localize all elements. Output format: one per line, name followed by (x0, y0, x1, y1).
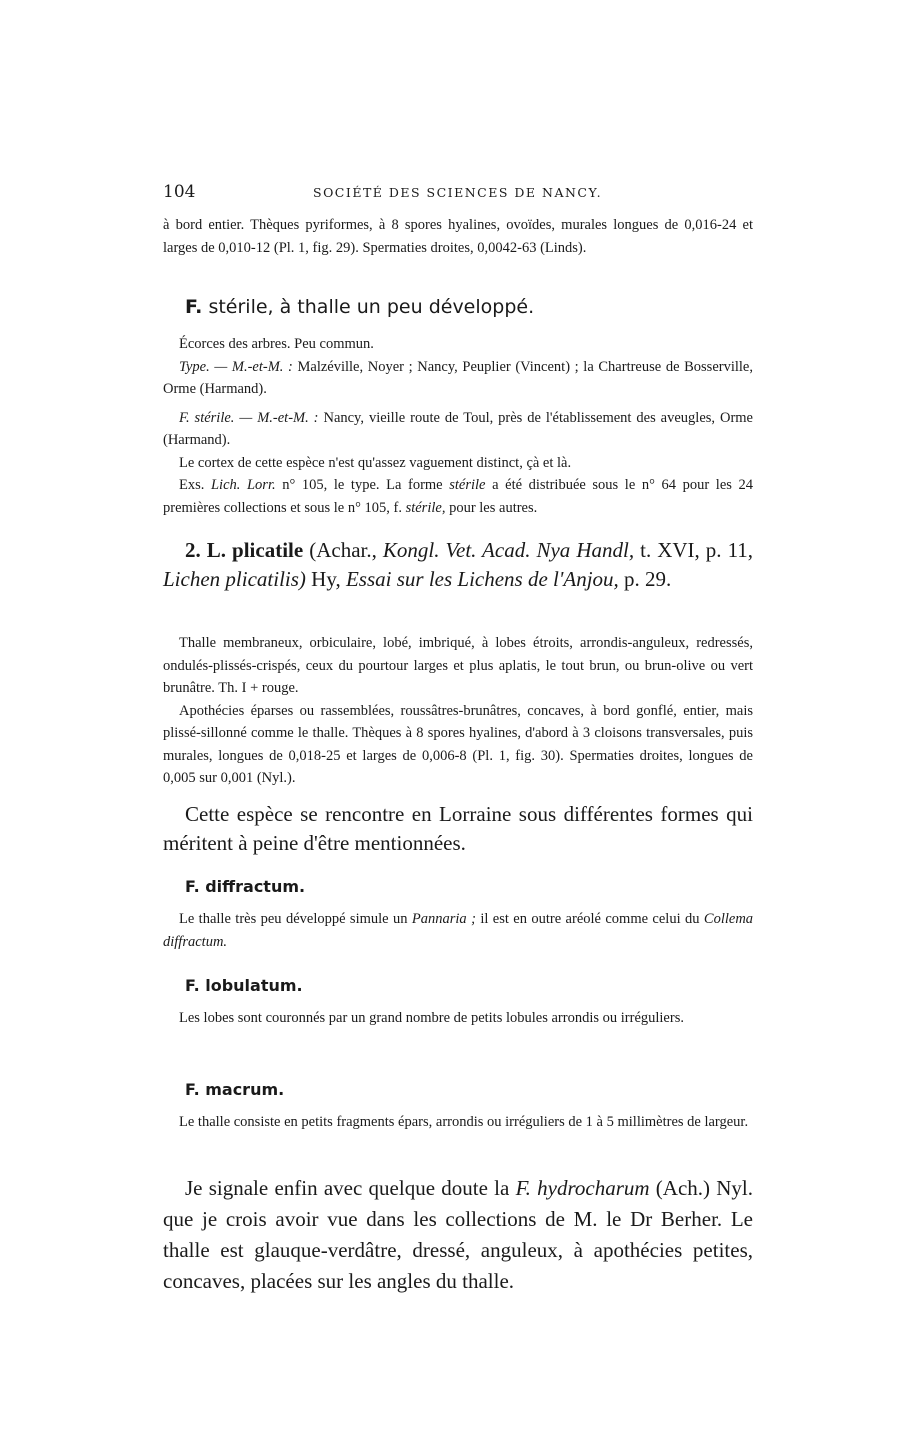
form-heading: F. macrum. (185, 1080, 285, 1099)
habitat-line: Écorces des arbres. Peu commun. (179, 336, 374, 352)
sterile-heading (185, 296, 753, 318)
closing-text-a: Je signale enfin avec quelque doute la (185, 1176, 510, 1200)
species-basionym: Lichen plicatilis) (163, 567, 306, 591)
intro-block (163, 214, 753, 259)
sterile-text: Nancy, vieille route de Toul, près de l'établissement des aveugles, Orme (Harmand). (163, 409, 753, 448)
type-text: Malzéville, Noyer ; Nancy, Peuplier (Vincent) ; la Chartreuse de Bosserville, Orme (Harmand). (163, 358, 753, 397)
exs-sterile-1: stérile (449, 477, 486, 493)
habitat-block (163, 333, 753, 519)
species-essai: Essai sur les Lichens de l'Anjou, (345, 567, 619, 591)
form-text (163, 908, 753, 953)
form-text: Les lobes sont couronnés par un grand nombre de petits lobules arrondis ou irréguliers. (179, 1010, 684, 1026)
exs-text-a: n° 105, le type. La forme (282, 477, 443, 493)
species-heading-block (163, 536, 753, 594)
exsiccata-paragraph (163, 474, 753, 519)
form-macrum (163, 1080, 753, 1134)
sterile-heading-label: F. (185, 296, 203, 318)
type-paragraph (163, 356, 753, 401)
form-lobulatum (163, 976, 753, 1030)
sterile-paragraph (163, 407, 753, 452)
type-label: Type. — M.-et-M. : (179, 358, 293, 375)
exs-text-b: a été distribuée sous le n° 64 pour les 24 premières collections et sous le n° 105, f. (163, 477, 754, 516)
form-text: Le thalle consiste en petits fragments épars, arrondis ou irréguliers de 1 à 5 millimètres de largeur. (179, 1114, 749, 1130)
form-italic-pannaria: Pannaria ; (411, 911, 476, 927)
running-title: SOCIÉTÉ DES SCIENCES DE NANCY. (313, 185, 603, 200)
form-diffractum (163, 877, 753, 953)
species-heading (163, 536, 753, 594)
species-volume: t. XVI, p. 11, (640, 538, 754, 562)
form-text-a: Le thalle très peu développé simule un (179, 911, 408, 927)
form-heading: F. diffractum. (185, 877, 306, 896)
remark-block (163, 800, 753, 858)
exs-ref: Lich. Lorr. (210, 477, 276, 493)
exs-text-c: pour les autres. (449, 499, 538, 516)
species-author: (Achar., (309, 538, 377, 562)
form-heading: F. lobulatum. (185, 976, 303, 995)
species-journal: Kongl. Vet. Acad. Nya Handl, (382, 538, 635, 562)
sterile-label: F. stérile. — M.-et-M. : (179, 409, 319, 426)
description-block (163, 632, 753, 790)
sterile-heading-text: stérile, à thalle un peu développé. (208, 296, 535, 318)
page-number: 104 (163, 182, 196, 202)
closing-block (163, 1173, 753, 1297)
form-italic-collema: Collema diffractum. (163, 911, 754, 950)
species-number: 2. L. plicatile (185, 538, 304, 562)
exs-prefix: Exs. (179, 477, 205, 493)
exs-sterile-2: stérile, (405, 499, 446, 516)
form-text-b: il est en outre aréolé comme celui du (480, 911, 700, 927)
closing-italic: F. hydrocharum (515, 1176, 650, 1200)
cortex-paragraph: Le cortex de cette espèce n'est qu'assez vaguement distinct, çà et là. (179, 454, 572, 471)
remark-paragraph: Cette espèce se rencontre en Lorraine sous différentes formes qui méritent à peine d'être mentionnées. (163, 802, 753, 855)
running-header (163, 182, 753, 206)
closing-text-b: (Ach.) Nyl. que je crois avoir vue dans les collections de M. le Dr Berher. Le thalle est glauque-verdâtre, dressé, anguleux, à apothécies petites, concaves, placées sur les angles du thalle. (163, 1176, 754, 1293)
species-page: p. 29. (624, 567, 672, 591)
thalle-description: Thalle membraneux, orbiculaire, lobé, imbriqué, à lobes étroits, arrondis-anguleux, redressés, ondulés-plissés-crispés, ceux du pourtour larges et plus aplatis, le tout brun, ou brun-olive ou vert brunâtre. Th. I + rouge. (163, 635, 753, 696)
sterile-heading-block (163, 296, 753, 318)
apothecies-description: Apothécies éparses ou rassemblées, roussâtres-brunâtres, concaves, à bord gonflé, entier, mais plissé-sillonné comme le thalle. Thèques à 8 spores hyalines, d'abord à 3 cloisons transversales, puis murales, longues de 0,018-25 et larges de 0,006-8 (Pl. 1, fig. 30). Spermaties droites, longues de 0,005 sur 0,001 (Nyl.). (163, 702, 753, 786)
continuation-paragraph: à bord entier. Thèques pyriformes, à 8 spores hyalines, ovoïdes, murales longues de 0,016-24 et larges de 0,010-12 (Pl. 1, fig. 29). Spermaties droites, 0,0042-63 (Linds). (163, 217, 753, 256)
closing-paragraph (163, 1173, 753, 1297)
species-hy: Hy, (311, 567, 341, 591)
